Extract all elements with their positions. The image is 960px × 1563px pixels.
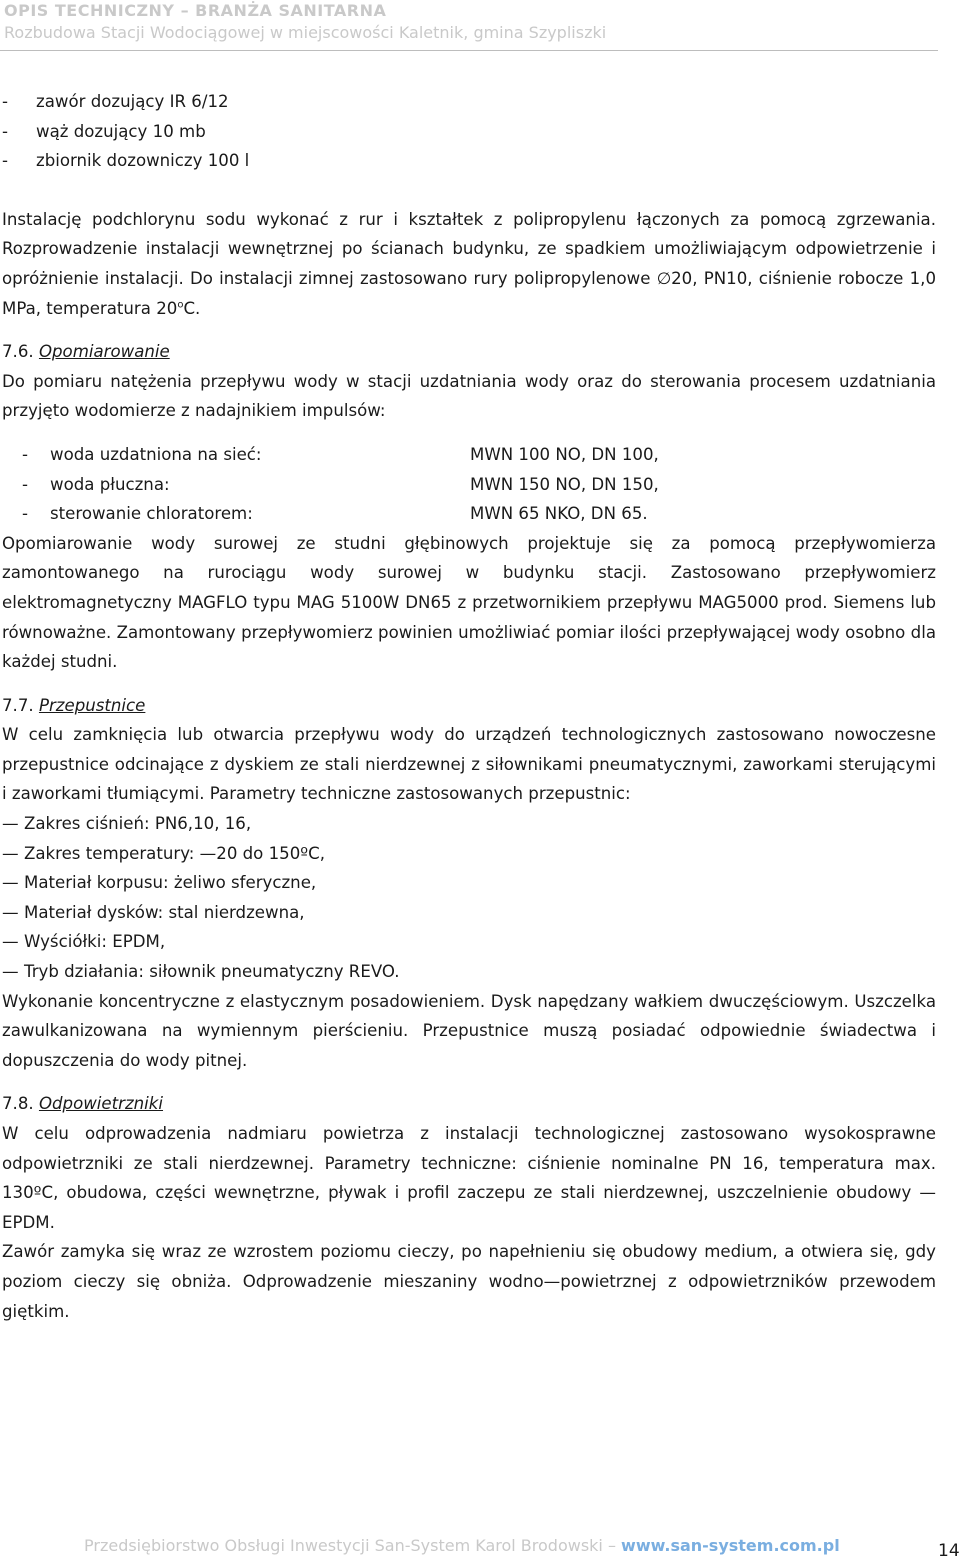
footer-link[interactable]: www.san-system.com.pl — [621, 1536, 840, 1555]
list-item: — Zakres ciśnień: PN6,10, 16, — [2, 814, 252, 834]
list-item: - wąż dozujący 10 mb — [2, 121, 206, 141]
header-subtitle: Rozbudowa Stacji Wodociągowej w miejscowości Kaletnik, gmina Szypliszki — [4, 23, 607, 42]
paragraph: W celu odprowadzenia nadmiaru powietrza z instalacji technologicznej zastosowano wysokosprawne odpowietrzniki ze stali nierdzewnej. Parametry techniczne: ciśnienie nominalne PN 16, temperatura max. 130ºC, obudowa, części wewnętrzne, pływak i profil zaczepu ze stali nierdzewnej, uszczelnienie obudowy — EPDM. — [2, 1124, 936, 1232]
header-divider — [0, 50, 938, 51]
meter-row: - sterowanie chloratorem: MWN 65 NKO, DN 65. — [22, 504, 648, 524]
section-heading-7-7: 7.7. Przepustnice — [2, 695, 146, 715]
intro-paragraph: Instalację podchlorynu sodu wykonać z rur i kształtek z polipropylenu łączonych za pomocą zgrzewania. Rozprowadzenie instalacji wewnętrznej po ścianach budynku, ze spadkiem umożliwiającym odpowietrzenie i opróżnienie instalacji. Do instalacji zimnej zastosowano rury polipropylenowe ∅20, PN10, ciśnienie robocze 1,0 MPa, temperatura 20$^o$C. — [2, 209, 937, 318]
paragraph: Opomiarowanie wody surowej ze studni głębinowych projektuje się za pomocą przepływomierza zamontowanego na rurociągu wody surowej w budynku stacji. Zastosowano przepływomierz elektromagnetyczny MAGFLO typu MAG 5100W DN65 z przetwornikiem przepływu MAG5000 prod. Siemens lub równoważne. Zamontowany przepływomierz powinien umożliwiać pomiar ilości przepływającej wody osobno dla każdej studni. — [2, 533, 936, 672]
list-item: — Wyściółki: EPDM, — [2, 932, 166, 952]
page-number: 14 — [938, 1541, 960, 1561]
list-item: — Zakres temperatury: —20 do 150ºC, — [2, 843, 325, 863]
document-body — [2, 87, 936, 1326]
page-footer: Przedsiębiorstwo Obsługi Inwestycji San-System Karol Brodowski – www.san-system.com.pl — [84, 1536, 840, 1555]
paragraph: Do pomiaru natężenia przepływu wody w stacji uzdatniania wody oraz do sterowania procesem uzdatniania przyjęto wodomierze z nadajnikiem impulsów: — [2, 371, 936, 421]
paragraph: Zawór zamyka się wraz ze wzrostem poziomu cieczy, po napełnieniu się obudowy medium, a otwiera się, gdy poziom cieczy się obniża. Odprowadzenie mieszaniny wodno—powietrznej z odpowietrzników przewodem giętkim. — [2, 1242, 936, 1321]
paragraph: W celu zamknięcia lub otwarcia przepływu wody do urządzeń technologicznych zastosowano nowoczesne przepustnice odcinające z dyskiem ze stali nierdzewnej z siłownikami pneumatycznymi, zaworkami sterującymi i zaworkami tłumiącymi. Parametry techniczne zastosowanych przepustnic: — [2, 725, 936, 804]
list-item: - zbiornik dozowniczy 100 l — [2, 151, 250, 171]
paragraph: Wykonanie koncentryczne z elastycznym posadowieniem. Dysk napędzany wałkiem dwuczęściowym. Uszczelka zawulkanizowana na wymiennym pierścieniu. Przepustnice muszą posiadać odpowiednie świadectwa i dopuszczenia do wody pitnej. — [2, 991, 936, 1070]
section-heading-7-8: 7.8. Odpowietrzniki — [2, 1094, 164, 1114]
header-title: OPIS TECHNICZNY – BRANŻA SANITARNA — [4, 1, 387, 20]
list-item: - zawór dozujący IR 6/12 — [2, 92, 229, 111]
meter-row: - woda uzdatniona na sieć: MWN 100 NO, DN 100, — [22, 444, 659, 464]
page-header — [4, 0, 938, 44]
list-item: — Materiał dysków: stal nierdzewna, — [2, 902, 305, 922]
meter-row: - woda płuczna: MWN 150 NO, DN 150, — [22, 474, 659, 494]
list-item: — Tryb działania: siłownik pneumatyczny REVO. — [2, 962, 400, 982]
list-item: — Materiał korpusu: żeliwo sferyczne, — [2, 873, 317, 893]
section-heading-7-6: 7.6. Opomiarowanie — [2, 342, 170, 362]
